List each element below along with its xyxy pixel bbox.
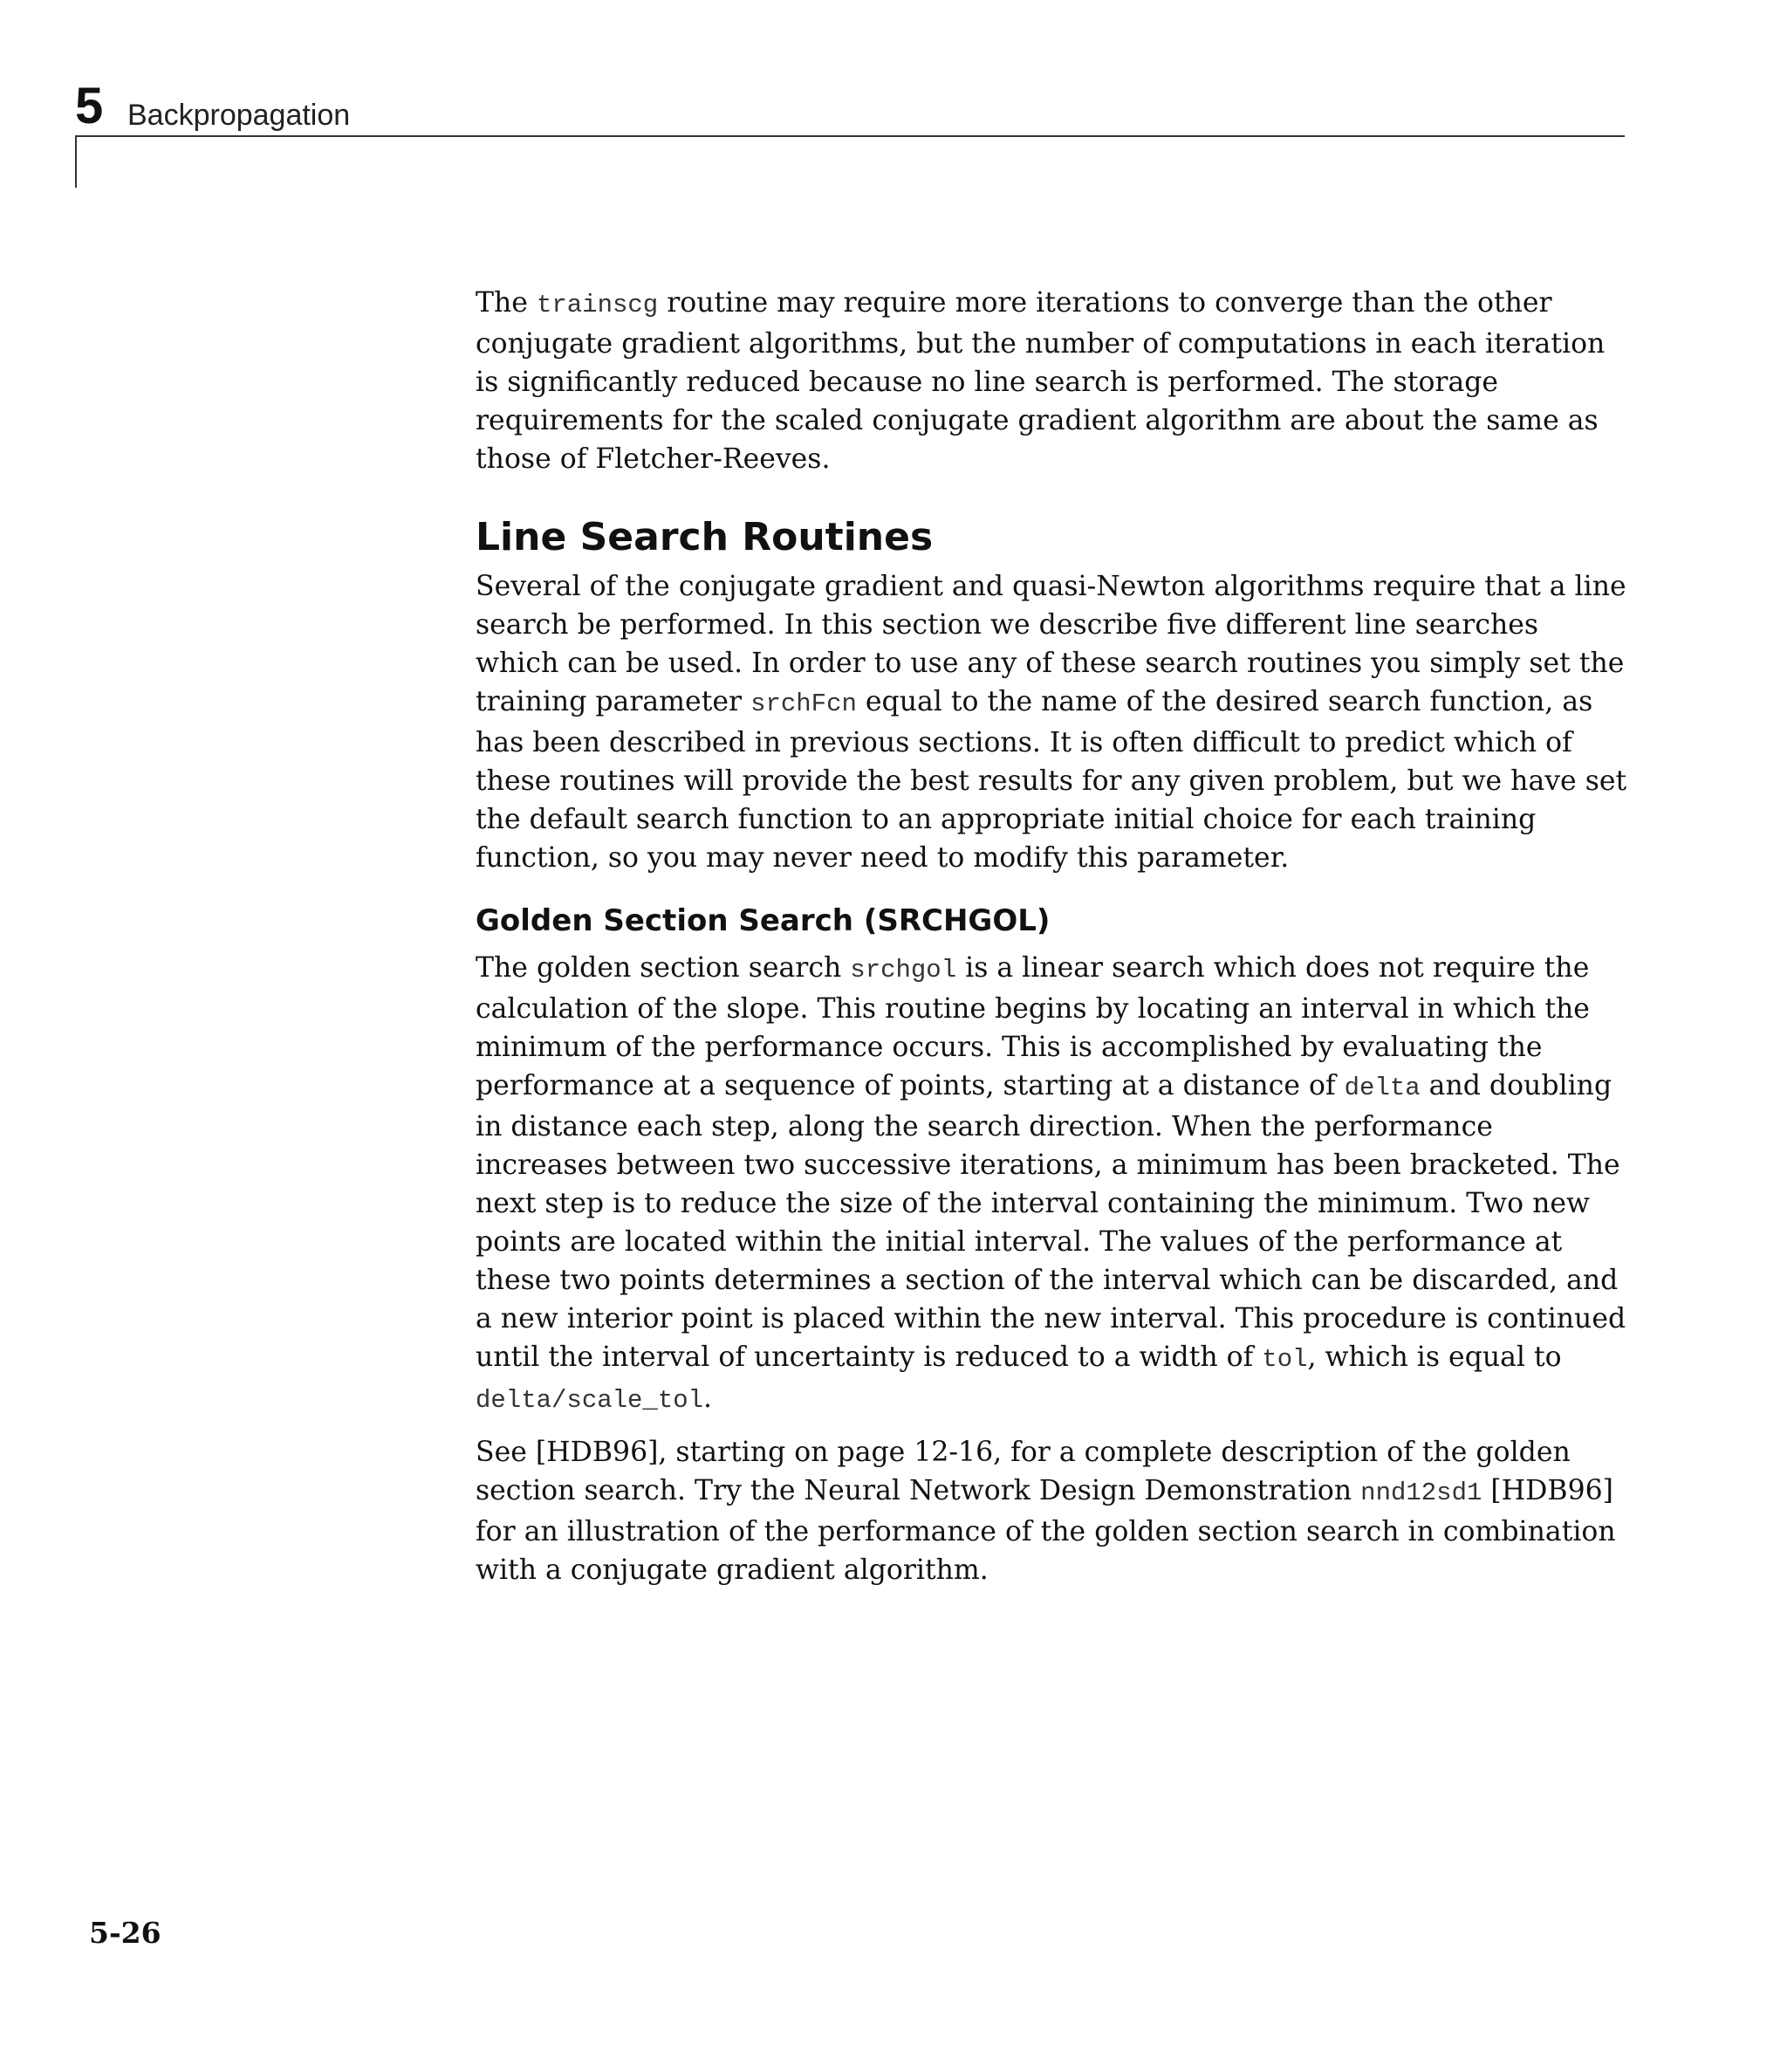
intro-text-1: The [476, 287, 537, 319]
golden-section-paragraph-2 [476, 1433, 1627, 1589]
golden-p1-text-4: , which is equal to [1307, 1341, 1562, 1373]
golden-p1-text-3: and doubling in distance each step, along the search direction. When the performance increases between two successive iterations, a minimum has been bracketed. The next step is to reduce the size of the interval containing the minimum. Two new points are located within the initial interval. The values of the performance at these two points determines a section of the interval which can be discarded, and a new interior point is placed within the new interval. This procedure is continued until the interval of uncertainty is reduced to a width of [476, 1070, 1626, 1373]
chapter-title: Backpropagation [127, 99, 351, 132]
page-number: 5-26 [89, 1916, 161, 1950]
code-nnd12sd1: nnd12sd1 [1360, 1479, 1482, 1507]
header-tick [75, 135, 77, 188]
code-srchfcn: srchFcn [750, 690, 857, 718]
intro-paragraph [476, 284, 1627, 478]
chapter-number: 5 [75, 78, 104, 134]
code-trainscg: trainscg [536, 291, 659, 319]
code-delta: delta [1344, 1074, 1421, 1102]
line-search-text-2: equal to the name of the desired search function, as has been described in previous sections. It is often difficult to predict which of these routines will provide the best results for any given problem, but we have set the default search function to an appropriate initial choice for each training function, so you may never need to modify this parameter. [476, 686, 1627, 874]
line-search-paragraph [476, 567, 1627, 877]
code-tol: tol [1262, 1345, 1308, 1374]
intro-text-2: routine may require more iterations to converge than the other conjugate gradient algorithms, but the number of computations in each iteration is significantly reduced because no line search is performed. The storage requirements for the scaled conjugate gradient algorithm are about the same as those of Fletcher-Reeves. [476, 287, 1606, 475]
code-srchgol: srchgol [850, 956, 957, 985]
page-header [75, 80, 1625, 185]
golden-p1-text-2: is a linear search which does not require the calculation of the slope. This routine begins by locating an interval in which the minimum of the performance occurs. This is accomplished by evaluating the performance at a sequence of points, starting at a distance of [476, 952, 1590, 1101]
golden-p2-text-2: [HDB96] for an illustration of the performance of the golden section search in combination with a conjugate gradient algorithm. [476, 1475, 1616, 1586]
golden-p1-text-5: . [703, 1382, 713, 1414]
section-heading-line-search: Line Search Routines [476, 515, 934, 559]
golden-p2-text-1: See [HDB96], starting on page 12-16, for a complete description of the golden section search. Try the Neural Network Design Demonstration [476, 1437, 1571, 1506]
line-search-text-1: Several of the conjugate gradient and quasi-Newton algorithms require that a line search be performed. In this section we describe five different line searches which can be used. In order to use any of these search routines you simply set the training parameter [476, 571, 1626, 717]
header-rule [75, 135, 1625, 137]
golden-section-paragraph-1 [476, 949, 1627, 1420]
main-content [476, 284, 1627, 1589]
golden-p1-text-1: The golden section search [476, 952, 851, 984]
subsection-heading-golden-section: Golden Section Search (SRCHGOL) [476, 903, 1051, 938]
code-delta-scale-tol: delta/scale_tol [476, 1386, 704, 1415]
